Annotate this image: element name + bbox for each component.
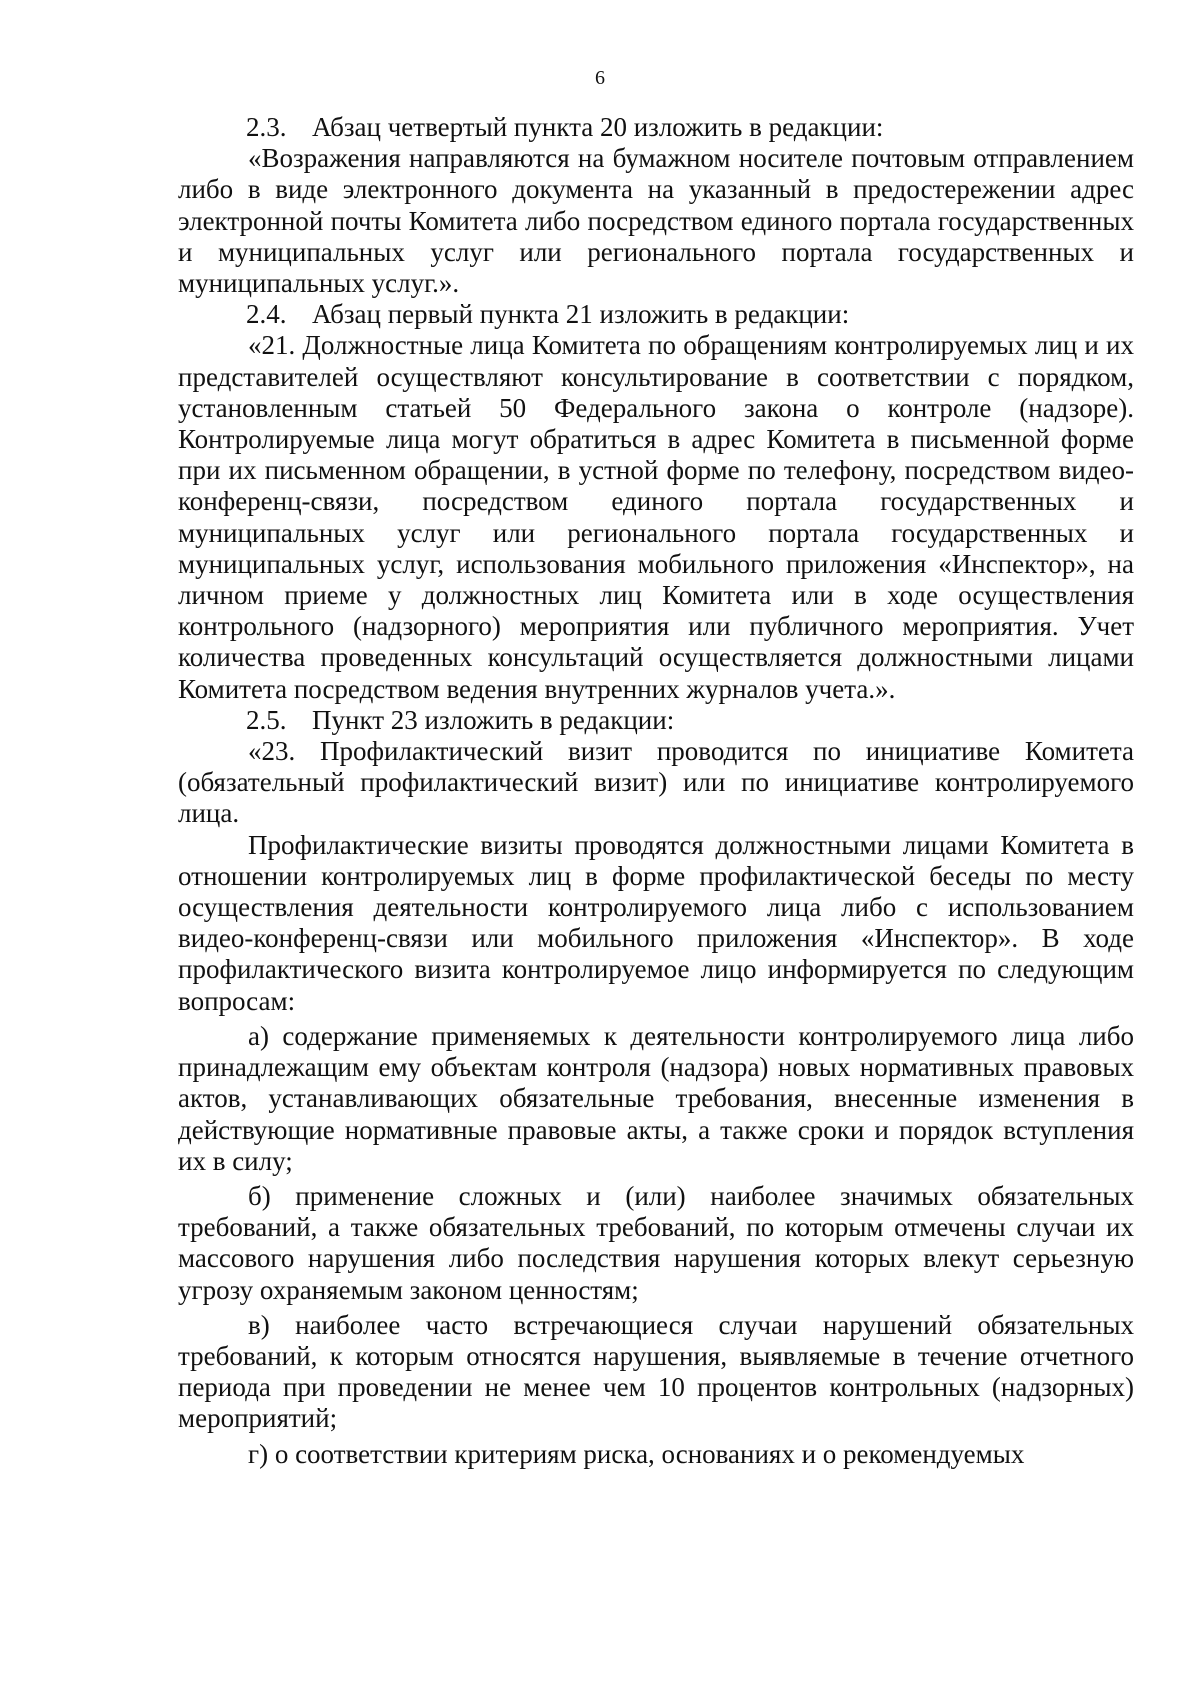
clause-number: 2.4. bbox=[246, 299, 287, 330]
clause-2-3 bbox=[178, 112, 1134, 143]
paragraph-objections: «Возражения направляются на бумажном носителе почтовым отправлением либо в виде электронного документа на указанный в предостережении адрес электронной почты Комитета либо посредством единого портала государственных и муниципальных услуг или регионального портала государственных и муниципальных услуг.». bbox=[178, 143, 1134, 299]
clause-number: 2.5. bbox=[246, 704, 287, 735]
clause-text: Абзац четвертый пункта 20 изложить в редакции: bbox=[312, 112, 884, 142]
clause-2-4 bbox=[178, 299, 1134, 330]
clause-number: 2.3. bbox=[246, 112, 287, 142]
clause-text: Абзац первый пункта 21 изложить в редакции: bbox=[312, 299, 850, 330]
page-number: 6 bbox=[595, 67, 605, 89]
list-item-v: в) наиболее часто встречающиеся случаи нарушений обязательных требований, к которым относятся нарушения, выявляемые в течение отчетного периода при проведении не менее чем 10 процентов контрольных (надзорных) мероприятий; bbox=[178, 1309, 1134, 1434]
list-item-b: б) применение сложных и (или) наиболее значимых обязательных требований, а также обязательных требований, по которым отмечены случаи их массового нарушения либо последствия нарушения которых влекут серьезную угрозу охраняемым законом ценностям; bbox=[178, 1180, 1134, 1305]
document-body bbox=[178, 112, 1134, 1470]
clause-text: Пункт 23 изложить в редакции: bbox=[312, 704, 675, 735]
paragraph-visits: Профилактические визиты проводятся должностными лицами Комитета в отношении контролируемых лиц в форме профилактической беседы по месту осуществления деятельности контролируемого лица либо с использованием видео-конференц-связи или мобильного приложения «Инспектор». В ходе профилактического визита контролируемое лицо информируется по следующим вопросам: bbox=[178, 829, 1134, 1016]
list-item-a: а) содержание применяемых к деятельности контролируемого лица либо принадлежащим ему объектам контроля (надзора) новых нормативных правовых актов, устанавливающих обязательные требования, внесенные изменения в действующие нормативные правовые акты, а также сроки и порядок вступления их в силу; bbox=[178, 1020, 1134, 1176]
paragraph-point-23: «23. Профилактический визит проводится по инициативе Комитета (обязательный профилактический визит) или по инициативе контролируемого лица. bbox=[178, 736, 1134, 829]
paragraph-point-21: «21. Должностные лица Комитета по обращениям контролируемых лиц и их представителей осуществляют консультирование в соответствии с порядком, установленным статьей 50 Федерального закона о контроле (надзоре). Контролируемые лица могут обратиться в адрес Комитета в письменной форме при их письменном обращении, в устной форме по телефону, посредством видео-конференц-связи, посредством единого портала государственных и муниципальных услуг или регионального портала государственных и муниципальных услуг, использования мобильного приложения «Инспектор», на личном приеме у должностных лиц Комитета или в ходе осуществления контрольного (надзорного) мероприятия или публичного мероприятия. Учет количества проведенных консультаций осуществляется должностными лицами Комитета посредством ведения внутренних журналов учета.». bbox=[178, 330, 1134, 704]
clause-2-5 bbox=[178, 705, 1134, 736]
list-item-g: г) о соответствии критериям риска, основаниях и о рекомендуемых bbox=[248, 1438, 1025, 1469]
